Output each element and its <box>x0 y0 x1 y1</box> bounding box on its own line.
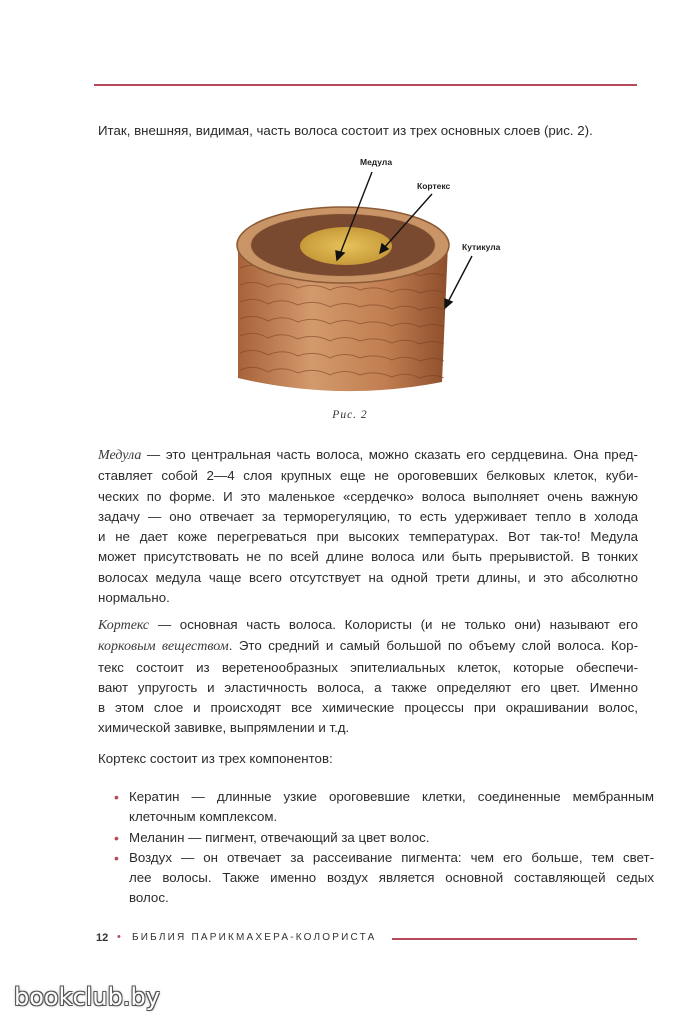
watermark: bookclub.by <box>14 983 160 1011</box>
cortex-paragraph <box>98 615 638 739</box>
bullet-dot-icon: • <box>114 789 119 805</box>
book-title: БИБЛИЯ ПАРИКМАХЕРА-КОЛОРИСТА <box>132 932 377 943</box>
hair-structure-figure <box>220 150 510 400</box>
hair-illustration <box>220 150 510 400</box>
cortex-line: вают упругость и эластичность волоса, а также определяют его цвет. Именно <box>98 679 638 695</box>
cortex-label: Кортекс <box>417 181 451 191</box>
cuticle-label: Кутикула <box>462 242 501 252</box>
cortex-line: текс состоит из веретенообразных эпителиальных клеток, которые обеспечи- <box>98 659 638 675</box>
cortex-line: Кортекс — основная часть волоса. Колористы (и не только они) называют его <box>98 617 638 633</box>
cortex-term: Кортекс <box>98 618 150 633</box>
intro-text: Итак, внешняя, видимая, часть волоса состоит из трех основных слоев (рис. 2). <box>98 123 593 138</box>
medulla-line: ставляет собой 2—4 слоя крупных еще не ороговевших белковых клеток, куби- <box>98 468 638 484</box>
page-number: 12 <box>96 932 109 944</box>
list-item: • Кератин — длинные узкие ороговевшие клетки, соединенные мембранным клеточным комплексом. <box>114 789 654 825</box>
medulla-line: ческих по форме. И это маленькое «сердечко» волоса выполняет очень важную <box>98 488 638 504</box>
bullet-dot-icon: • <box>114 829 119 846</box>
medulla-line: и не дает коже перегреваться при высоких температурах. Вот так-то! Медула <box>98 529 638 545</box>
cortex-line: химической завивке, выпрямлении и т.д. <box>98 720 350 736</box>
figure-caption: Рис. 2 <box>332 409 368 421</box>
medulla-term: Медула <box>98 448 142 463</box>
list-item: • Воздух — он отвечает за рассеивание пигмента: чем его больше, тем свет- лее волосы. Также именно воздух является основной составляющей седых волос. <box>114 849 654 906</box>
medulla-line: нормально. <box>98 590 170 606</box>
list-item: • Меланин — пигмент, отвечающий за цвет волос. <box>114 828 654 848</box>
medulla-line: задачу — оно отвечает за терморегуляцию, то есть удерживает тепло в холода <box>98 508 638 524</box>
medulla-paragraph <box>98 445 638 608</box>
cortex-line: в этом слое и происходят все химические процессы при окрашивании волос, <box>98 700 638 716</box>
medulla-label: Медула <box>360 157 393 167</box>
medulla-core <box>300 227 392 265</box>
cortex-line: корковым веществом. Это средний и самый большой по объему слой волоса. Кор- <box>98 638 638 655</box>
cortex-term-alt: корковым веществом <box>98 639 229 655</box>
medulla-line: Медула — это центральная часть волоса, можно сказать его сердцевина. Она пред- <box>98 447 638 463</box>
components-list <box>114 787 654 909</box>
bullet-dot-icon: • <box>114 849 119 866</box>
components-intro: Кортекс состоит из трех компонентов: <box>98 751 333 766</box>
footer-rule <box>392 938 637 940</box>
footer-separator-icon: • <box>117 931 121 943</box>
medulla-line: волосах медула чаще всего отсутствует на одной трети длины, и это абсолютно <box>98 569 638 585</box>
medulla-line: может присутствовать не по всей длине волоса или быть прерывистой. В тонких <box>98 549 638 565</box>
header-rule <box>94 84 637 86</box>
